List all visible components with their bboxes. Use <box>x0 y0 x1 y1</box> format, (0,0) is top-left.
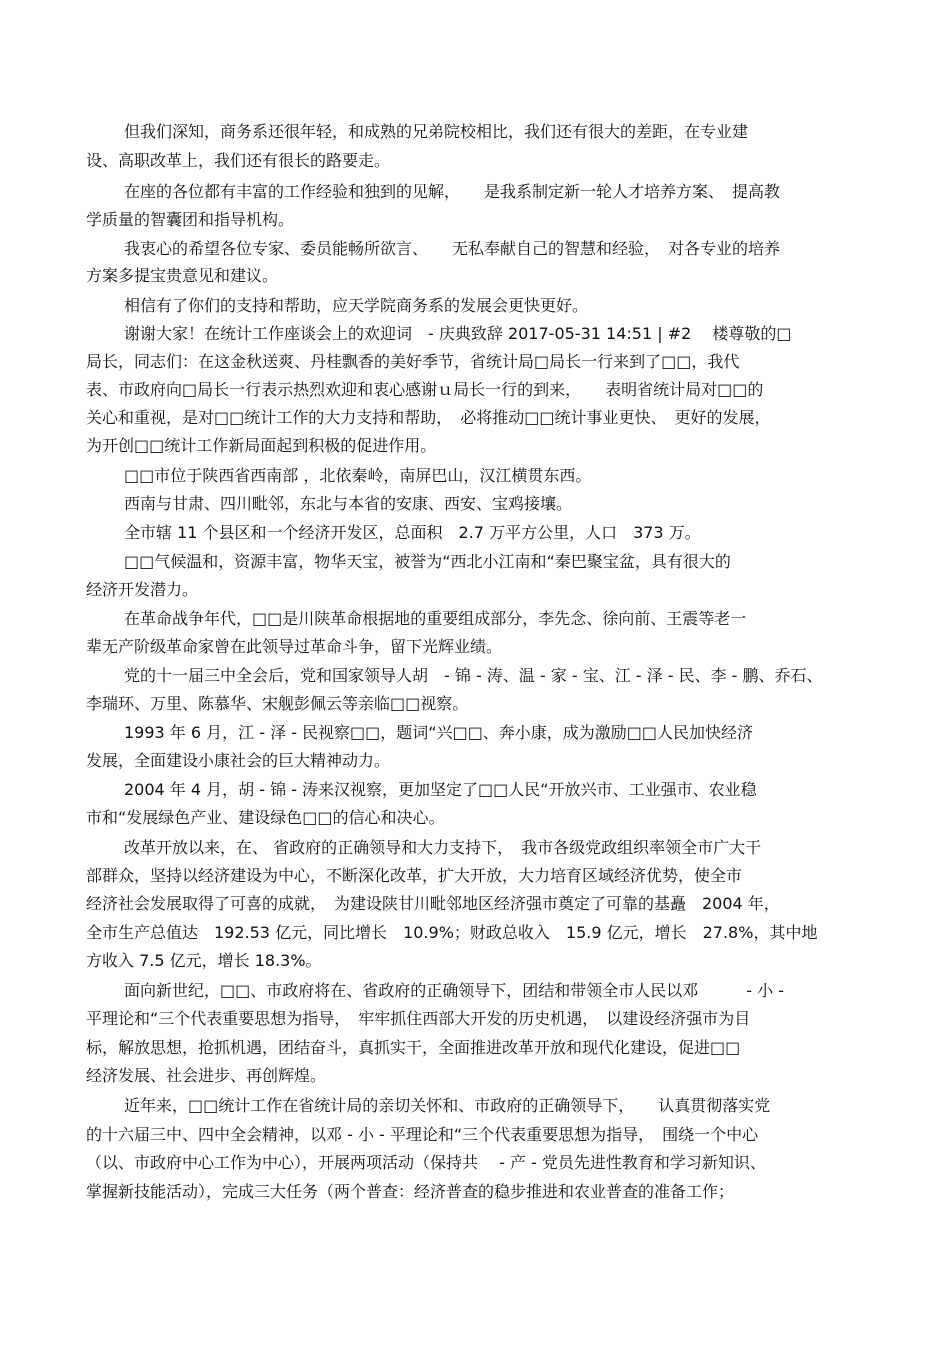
text-line: 1993 年 6 月，江 - 泽 - 民视察□□，题词“兴□□、奔小康，成为激励□□人民加快经济 <box>124 723 754 742</box>
text-line: 近年来，□□统计工作在省统计局的亲切关怀和、市政府的正确领导下， 认真贯彻落实党 <box>124 1096 771 1115</box>
text-line: 辈无产阶级革命家曾在此领导过革命斗争，留下光辉业绩。 <box>86 637 503 656</box>
text-line: 平理论和“三个代表重要思想为指导， 牢牢抓住西部大开发的历史机遇， 以建设经济强市为目 <box>86 1009 751 1028</box>
text-line: 方收入 7.5 亿元，增长 18.3%。 <box>86 951 322 970</box>
text-line: 关心和重视，是对□□统计工作的大力支持和帮助， 必将推动□□统计事业更快、 更好的发展， <box>86 408 771 427</box>
text-line: 全市生产总值达 192.53 亿元，同比增长 10.9%；财政总收入 15.9 亿元，增长 27.8%，其中地 <box>86 923 818 942</box>
text-line: 的十六届三中、四中全会精神，以邓 - 小 - 平理论和“三个代表重要思想为指导， 围绕一个中心 <box>86 1125 759 1144</box>
text-line: 发展，全面建设小康社会的巨大精神动力。 <box>86 751 391 770</box>
text-line: 市和“发展绿色产业、建设绿色□□的信心和决心。 <box>86 808 445 827</box>
text-line: 经济社会发展取得了可喜的成就， 为建设陕甘川毗邻地区经济强市奠定了可靠的基矗 2004 年， <box>86 894 780 913</box>
text-line: □□气候温和，资源丰富，物华天宝，被誉为“西北小江南和“秦巴聚宝盆，具有很大的 <box>124 552 731 571</box>
text-line: 局长，同志们：在这金秋送爽、丹桂飘香的美好季节，省统计局□局长一行来到了□□，我代 <box>86 352 740 371</box>
text-line: 在革命战争年代，□□是川陕革命根据地的重要组成部分，李先念、徐向前、王震等老一 <box>124 609 747 628</box>
text-line: 掌握新技能活动），完成三大任务（两个普查：经济普查的稳步推进和农业普查的准备工作； <box>86 1182 735 1201</box>
text-line: 面向新世纪，□□、市政府将在、省政府的正确领导下，团结和带领全市人民以邓 - 小 - <box>124 981 784 1000</box>
text-line: 全市辖 11 个县区和一个经济开发区，总面积 2.7 万平方公里，人口 373 万。 <box>124 523 701 542</box>
text-line: 学质量的智囊团和指导机构。 <box>86 210 295 229</box>
text-line: 表、市政府向□局长一行表示热烈欢迎和衷心感谢ｕ局长一行的到来， 表明省统计局对□□的 <box>86 380 764 399</box>
text-line: 经济开发潜力。 <box>86 580 199 599</box>
text-line: 经济发展、社会进步、再创辉煌。 <box>86 1066 327 1085</box>
text-line: 我衷心的希望各位专家、委员能畅所欲言、 无私奉献自己的智慧和经验， 对各专业的培养 <box>124 239 781 258</box>
text-line: 方案多提宝贵意见和建议。 <box>86 266 279 285</box>
text-line: 改革开放以来，在、 省政府的正确领导和大力支持下， 我市各级党政组织率领全市广大干 <box>124 838 762 857</box>
text-line: □□市位于陕西省西南部 ，北依秦岭，南屏巴山，汉江横贯东西。 <box>124 466 592 485</box>
text-line: 设、高职改革上，我们还有很长的路要走。 <box>86 151 391 170</box>
text-line: 西南与甘肃、四川毗邻，东北与本省的安康、西安、宝鸡接壤。 <box>124 494 573 513</box>
text-line: 党的十一届三中全会后，党和国家领导人胡 - 锦 - 涛、温 - 家 - 宝、江 - 泽 - 民、李 - 鹏、乔石、 <box>124 666 823 685</box>
text-line: 为开创□□统计工作新局面起到积极的促进作用。 <box>86 436 437 455</box>
text-line: 在座的各位都有丰富的工作经验和独到的见解， 是我系制定新一轮人才培养方案、 提高教 <box>124 182 781 201</box>
text-line: 李瑞环、万里、陈慕华、宋舰彭佩云等亲临□□视察。 <box>86 694 469 713</box>
text-line: 2004 年 4 月，胡 - 锦 - 涛来汉视察，更加坚定了□□人民“开放兴市、工业强市、农业稳 <box>124 780 757 799</box>
text-line: （以、市政府中心工作为中心），开展两项活动（保持共 - 产 - 党员先进性教育和学习新知识、 <box>86 1153 766 1172</box>
text-line: 相信有了你们的支持和帮助，应天学院商务系的发展会更快更好。 <box>124 296 589 315</box>
text-line: 标，解放思想，抢抓机遇，团结奋斗，真抓实干，全面推进改革开放和现代化建设，促进□□ <box>86 1038 741 1057</box>
text-line: 但我们深知，商务系还很年轻，和成熟的兄弟院校相比，我们还有很大的差距，在专业建 <box>124 122 749 141</box>
text-line: 谢谢大家！在统计工作座谈会上的欢迎词 - 庆典致辞 2017-05-31 14:51 | #2 楼尊敬的□ <box>124 324 792 343</box>
text-line: 部群众，坚持以经济建设为中心，不断深化改革，扩大开放，大力培育区域经济优势，使全市 <box>86 866 743 885</box>
